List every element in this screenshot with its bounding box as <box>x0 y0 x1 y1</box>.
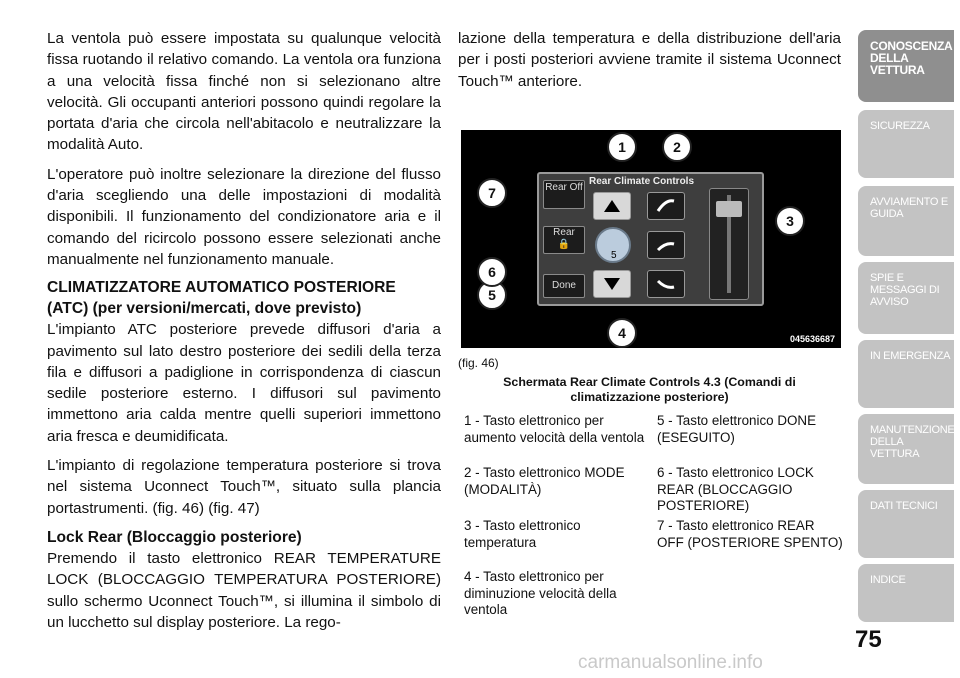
mode-button-bilevel <box>647 231 685 259</box>
sidebar-tab-sicurezza[interactable]: SICUREZZA <box>858 110 954 178</box>
legend-item-6: 6 - Tasto elettronico LOCK REAR (BLOCCAGGIO POSTERIORE) <box>657 465 814 513</box>
fan-icon: 5 <box>595 227 631 263</box>
page-number: 75 <box>855 626 882 653</box>
rear-off-button: Rear Off <box>543 180 585 209</box>
watermark: carmanualsonline.info <box>578 652 763 673</box>
legend-item-4: 4 - Tasto elettronico per diminuzione velocità della ventola <box>464 569 617 617</box>
fan-down-button <box>593 270 631 298</box>
arrow-up-icon <box>594 193 630 219</box>
arrow-down-icon <box>594 271 630 297</box>
paragraph: Premendo il tasto elettronico REAR TEMPERATURE LOCK (BLOCCAGGIO TEMPERATURA POSTERIORE) sullo schermo Uconnect Touch™, si illumina il simbolo di un lucchetto sul display posteriore. La rego- <box>47 549 441 631</box>
sidebar-tab-avviamento[interactable]: AVVIAMENTO E GUIDA <box>858 186 954 256</box>
rear-lock-button <box>543 226 585 254</box>
slider-handle <box>716 201 742 217</box>
lock-icon: 🔒 <box>557 239 571 250</box>
figure-rear-climate-controls <box>461 130 841 348</box>
sidebar-tab-manutenzione[interactable]: MANUTENZIONE DELLA VETTURA <box>858 414 954 484</box>
paragraph: lazione della temperatura e della distribuzione dell'aria per i posti posteriori avviene tramite il sistema Uconnect Touch™ anteriore. <box>458 30 841 90</box>
paragraph: L'operatore può inoltre selezionare la direzione del flusso d'aria scegliendo una delle impostazioni di modalità disponibili. Il funzionamento del condizionatore aria e il comando del ricircolo possono essere selezionati anche manualmente nel funzionamento manuale. <box>47 165 441 268</box>
section-heading: CLIMATIZZATORE AUTOMATICO POSTERIORE (ATC) (per versioni/mercati, dove previsto) <box>47 279 396 317</box>
legend-item-7: 7 - Tasto elettronico REAR OFF (POSTERIORE SPENTO) <box>657 518 843 550</box>
sidebar-tab-conoscenza[interactable]: CONOSCENZA DELLA VETTURA <box>858 30 954 102</box>
callout-7: 7 <box>477 178 507 208</box>
mode-button-upper <box>647 192 685 220</box>
legend-item-5: 5 - Tasto elettronico DONE (ESEGUITO) <box>657 413 817 445</box>
vent-bilevel-icon <box>648 232 684 258</box>
sidebar-tab-dati-tecnici[interactable]: DATI TECNICI <box>858 490 954 558</box>
figure-caption: Schermata Rear Climate Controls 4.3 (Comandi di climatizzazione posteriore) <box>503 375 796 404</box>
done-button: Done <box>543 274 585 298</box>
paragraph: L'impianto di regolazione temperatura posteriore si trova nel sistema Uconnect Touch™, situato sulla plancia portastrumenti. (fig. 46) (fig. 47) <box>47 457 441 517</box>
callout-4: 4 <box>607 318 637 348</box>
fan-up-button <box>593 192 631 220</box>
right-text-column <box>458 28 841 100</box>
legend-item-3: 3 - Tasto elettronico temperatura <box>464 518 581 550</box>
callout-5: 5 <box>477 280 507 310</box>
left-text-column <box>47 28 441 641</box>
mode-button-floor <box>647 270 685 298</box>
touch-screen <box>537 172 764 306</box>
vent-upper-icon <box>648 193 684 219</box>
rear-lock-label: Rear <box>553 227 575 238</box>
screen-title: Rear Climate Controls <box>589 176 695 187</box>
figure-code: 045636687 <box>789 334 835 344</box>
paragraph: L'impianto ATC posteriore prevede diffusori d'aria a pavimento sul lato destro posteriore dei sedili della terza fila e diffusori a padiglione in corrispondenza di ciascun sedile posteriore esterno. I diffusori sul pavimento immettono aria calda mentre quelli superiori immettono aria fresca e deumidificata. <box>47 321 441 445</box>
legend-item-2: 2 - Tasto elettronico MODE (MODALITÀ) <box>464 465 625 497</box>
callout-3: 3 <box>775 206 805 236</box>
sidebar-tab-spie[interactable]: SPIE E MESSAGGI DI AVVISO <box>858 262 954 334</box>
subsection-heading: Lock Rear (Bloccaggio posteriore) <box>47 528 302 546</box>
temperature-slider <box>709 188 749 300</box>
vent-floor-icon <box>648 271 684 297</box>
figure-label: (fig. 46) <box>458 356 499 370</box>
sidebar-tab-emergenza[interactable]: IN EMERGENZA <box>858 340 954 408</box>
callout-2: 2 <box>662 132 692 162</box>
legend-item-1: 1 - Tasto elettronico per aumento velocità della ventola <box>464 413 645 445</box>
callout-6: 6 <box>477 257 507 287</box>
sidebar-tab-indice[interactable]: INDICE <box>858 564 954 622</box>
callout-1: 1 <box>607 132 637 162</box>
paragraph: La ventola può essere impostata su qualunque velocità fissa ruotando il relativo comando. La ventola ora funziona a una velocità fissa finché non si selezionano altre velocità. Gli occupanti anteriori possono quindi regolare la portata d'aria che circola nell'abitacolo e neutralizzare la modalità Auto. <box>47 30 441 154</box>
